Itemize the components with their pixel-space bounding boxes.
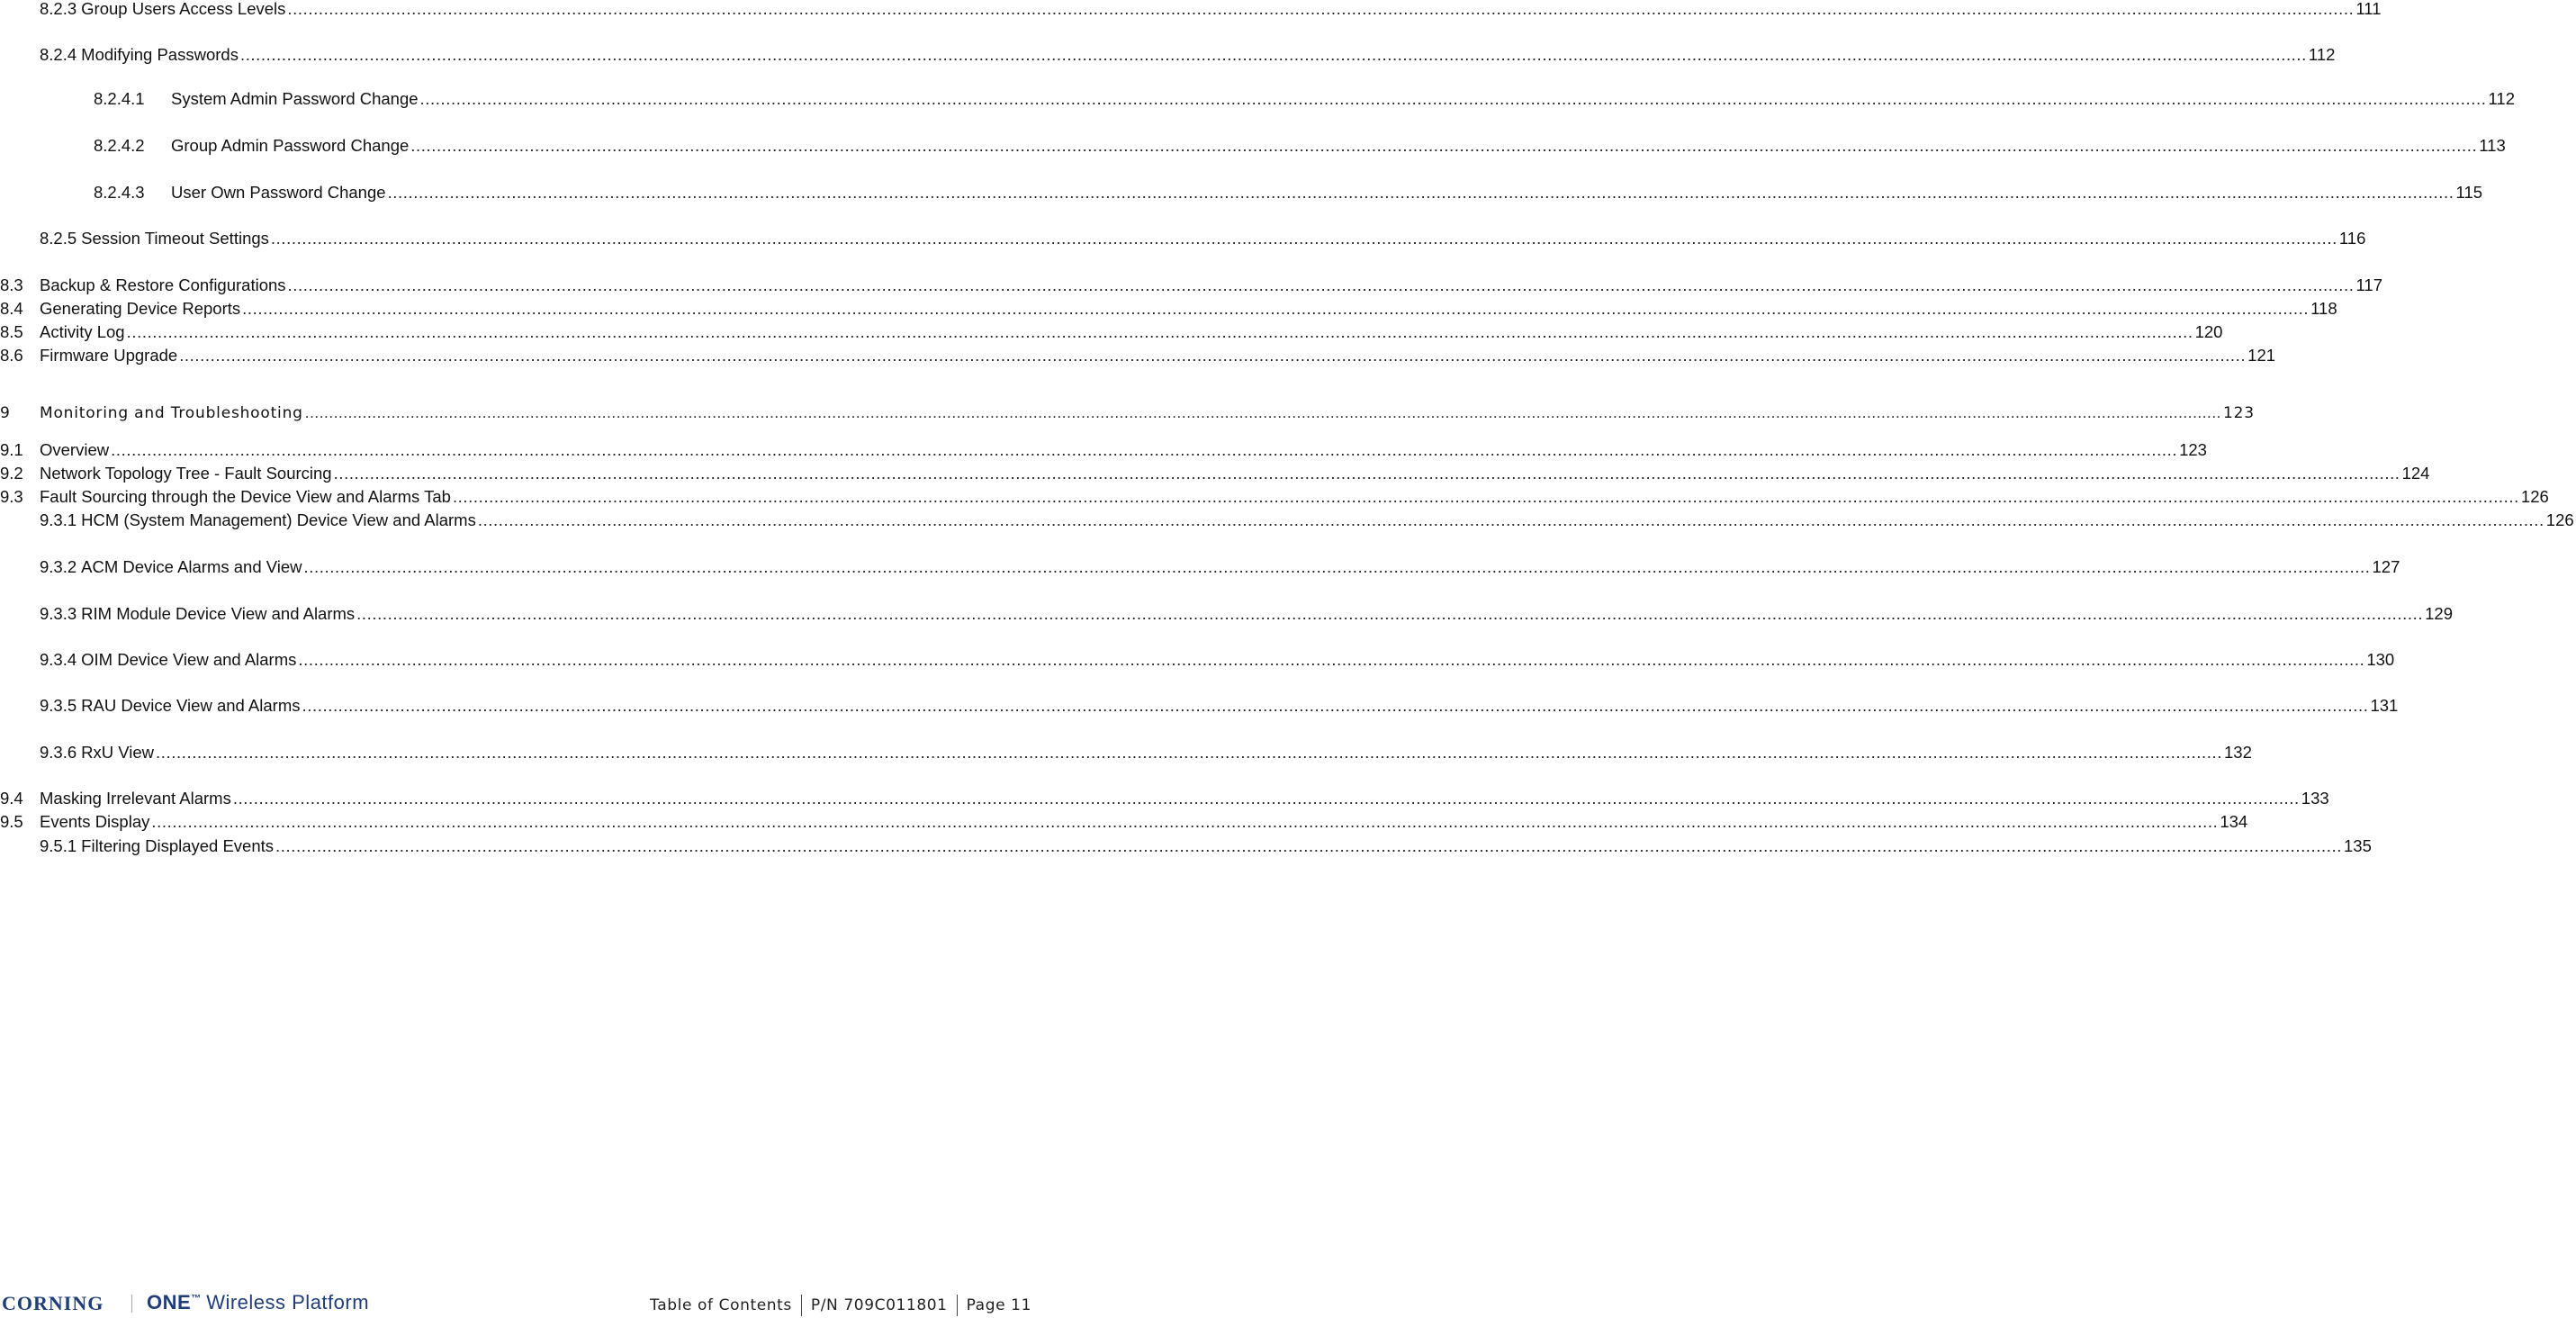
toc-entry[interactable] [0, 557, 2400, 577]
dot-leader: ................................................................................................................................................................................................................................................................................................................................................................................................................ [387, 183, 2454, 202]
entry-title: User Own Password Change [171, 183, 386, 202]
entry-number: 8.3 [0, 275, 23, 294]
entry-title: RxU View [81, 743, 155, 762]
entry-page: 113 [2479, 136, 2506, 155]
entry-title: RAU Device View and Alarms [81, 696, 301, 715]
one-wireless-platform-logo [147, 1291, 369, 1314]
dot-leader: ................................................................................................................................................................................................................................................................................................................................................................................................................ [419, 89, 2487, 108]
entry-title: Generating Device Reports [40, 299, 241, 318]
dot-leader: ................................................................................................................................................................................................................................................................................................................................................................................................................ [287, 0, 2355, 18]
entry-number: 9 [0, 404, 11, 422]
entry-page: 123 [2179, 440, 2207, 459]
entry-number: 9.3.3 [40, 604, 77, 623]
entry-title: Group Admin Password Change [171, 136, 410, 155]
toc-chapter-entry[interactable] [0, 403, 2255, 423]
dot-leader: ................................................................................................................................................................................................................................................................................................................................................................................................................ [242, 299, 2310, 318]
entry-page: 133 [2301, 789, 2329, 808]
entry-title: HCM (System Management) Device View and Alarms [81, 510, 476, 529]
footer-info [650, 1295, 1031, 1316]
entry-title: RIM Module Device View and Alarms [81, 604, 356, 623]
entry-number: 8.2.5 [40, 229, 77, 248]
entry-number: 8.6 [0, 346, 23, 365]
entry-page: 130 [2366, 650, 2395, 669]
toc-entry[interactable] [0, 604, 2454, 624]
entry-title: Session Timeout Settings [81, 229, 269, 248]
entry-page: 121 [2247, 346, 2276, 365]
toc-entry[interactable] [0, 299, 2337, 319]
toc-entry[interactable] [0, 322, 2223, 342]
dot-leader: ................................................................................................................................................................................................................................................................................................................................................................................................................ [298, 650, 2365, 669]
toc-entry[interactable] [0, 45, 2336, 65]
dot-leader: ................................................................................................................................................................................................................................................................................................................................................................................................................ [302, 696, 2369, 715]
entry-number: 9.3 [0, 487, 23, 506]
entry-page: 120 [2194, 322, 2223, 341]
entry-title: Fault Sourcing through the Device View and Alarms Tab [40, 487, 451, 506]
dot-leader: ................................................................................................................................................................................................................................................................................................................................................................................................................ [275, 836, 2342, 855]
toc-entry[interactable] [0, 696, 2399, 716]
entry-number: 9.5 [0, 812, 23, 831]
entry-page: 131 [2370, 696, 2399, 715]
dot-leader: ................................................................................................................................................................................................................................................................................................................................................................................................................ [304, 404, 2222, 421]
entry-title: OIM Device View and Alarms [81, 650, 297, 669]
entry-page: 129 [2425, 604, 2454, 623]
page-footer [0, 1287, 1035, 1318]
dot-leader: ................................................................................................................................................................................................................................................................................................................................................................................................................ [410, 136, 2478, 155]
trademark-symbol: ™ [191, 1293, 202, 1304]
entry-number: 9.4 [0, 789, 23, 808]
entry-title: Backup & Restore Configurations [40, 275, 286, 294]
entry-page: 123 [2223, 404, 2255, 422]
dot-leader: ................................................................................................................................................................................................................................................................................................................................................................................................................ [151, 812, 2219, 831]
entry-title: Network Topology Tree - Fault Sourcing [40, 464, 332, 483]
entry-page: 132 [2224, 743, 2252, 762]
product-name: ONE [147, 1291, 192, 1313]
entry-page: 112 [2488, 89, 2516, 108]
toc-entry[interactable] [0, 183, 2483, 203]
dot-leader: ................................................................................................................................................................................................................................................................................................................................................................................................................ [270, 229, 2337, 248]
toc-entry[interactable] [0, 0, 2382, 19]
entry-title: Events Display [40, 812, 150, 831]
toc-entry[interactable] [0, 650, 2395, 670]
toc-entry[interactable] [0, 510, 2574, 530]
entry-page: 118 [2310, 299, 2337, 318]
dot-leader: ................................................................................................................................................................................................................................................................................................................................................................................................................ [477, 510, 2544, 529]
dot-leader: ................................................................................................................................................................................................................................................................................................................................................................................................................ [179, 346, 2247, 365]
toc-entry[interactable] [0, 743, 2252, 763]
entry-page: 112 [2308, 45, 2336, 64]
toc-entry[interactable] [0, 836, 2372, 856]
entry-number: 8.4 [0, 299, 23, 318]
dot-leader: ................................................................................................................................................................................................................................................................................................................................................................................................................ [156, 743, 2222, 762]
dot-leader: ................................................................................................................................................................................................................................................................................................................................................................................................................ [452, 487, 2519, 506]
entry-page: 126 [2520, 487, 2549, 506]
toc-entry[interactable] [0, 789, 2329, 808]
dot-leader: ................................................................................................................................................................................................................................................................................................................................................................................................................ [239, 45, 2307, 64]
dot-leader: ................................................................................................................................................................................................................................................................................................................................................................................................................ [356, 604, 2424, 623]
entry-page: 116 [2338, 229, 2366, 248]
entry-number: 8.5 [0, 322, 23, 341]
entry-number: 9.3.4 [40, 650, 77, 669]
entry-page: 117 [2355, 275, 2383, 294]
entry-number: 9.3.1 [40, 510, 77, 529]
entry-number: 9.2 [0, 464, 23, 483]
entry-number: 8.2.4.1 [94, 89, 145, 108]
entry-number: 8.2.4.3 [94, 183, 145, 202]
product-suffix: Wireless Platform [206, 1291, 370, 1313]
toc-entry[interactable] [0, 89, 2516, 109]
entry-title: Filtering Displayed Events [81, 836, 275, 855]
toc-entry[interactable] [0, 464, 2430, 483]
entry-page: 115 [2455, 183, 2483, 202]
toc-entry[interactable] [0, 229, 2366, 248]
entry-title: Masking Irrelevant Alarms [40, 789, 231, 808]
entry-number: 8.2.4.2 [94, 136, 145, 155]
toc-entry[interactable] [0, 487, 2549, 507]
dot-leader: ................................................................................................................................................................................................................................................................................................................................................................................................................ [232, 789, 2300, 808]
entry-title: Overview [40, 440, 110, 459]
entry-page: 127 [2372, 557, 2400, 576]
toc-entry[interactable] [0, 275, 2383, 295]
entry-title: Firmware Upgrade [40, 346, 178, 365]
toc-entry[interactable] [0, 136, 2506, 156]
entry-title: Activity Log [40, 322, 125, 341]
entry-number: 8.2.3 [40, 0, 77, 18]
entry-page: 134 [2220, 812, 2248, 831]
toc-entry[interactable] [0, 440, 2207, 460]
entry-page: 111 [2355, 0, 2382, 18]
footer-part-number: P/N 709C011801 [810, 1296, 948, 1314]
entry-title: Modifying Passwords [81, 45, 239, 64]
entry-number: 9.1 [0, 440, 23, 459]
entry-title: Group Users Access Levels [81, 0, 286, 18]
entry-number: 9.3.6 [40, 743, 77, 762]
footer-section: Table of Contents [650, 1296, 792, 1314]
dot-leader: ................................................................................................................................................................................................................................................................................................................................................................................................................ [111, 440, 2178, 459]
dot-leader: ................................................................................................................................................................................................................................................................................................................................................................................................................ [126, 322, 2193, 341]
entry-page: 124 [2401, 464, 2430, 483]
entry-number: 9.3.5 [40, 696, 77, 715]
entry-title: System Admin Password Change [171, 89, 419, 108]
entry-number: 9.3.2 [40, 557, 77, 576]
corning-logo: CORNING [2, 1292, 104, 1314]
footer-divider [957, 1295, 958, 1316]
entry-number: 9.5.1 [40, 836, 77, 855]
toc-entry[interactable] [0, 346, 2276, 366]
entry-number: 8.2.4 [40, 45, 77, 64]
dot-leader: ................................................................................................................................................................................................................................................................................................................................................................................................................ [287, 275, 2355, 294]
entry-title: Monitoring and Troubleshooting [40, 404, 303, 422]
entry-page: 126 [2545, 510, 2574, 529]
dot-leader: ................................................................................................................................................................................................................................................................................................................................................................................................................ [333, 464, 2400, 483]
logo-divider [131, 1295, 132, 1313]
entry-page: 135 [2344, 836, 2372, 855]
footer-page-number: Page 11 [966, 1296, 1031, 1314]
toc-entry[interactable] [0, 812, 2248, 832]
dot-leader: ................................................................................................................................................................................................................................................................................................................................................................................................................ [303, 557, 2371, 576]
footer-divider [801, 1295, 802, 1316]
entry-title: ACM Device Alarms and View [81, 557, 302, 576]
